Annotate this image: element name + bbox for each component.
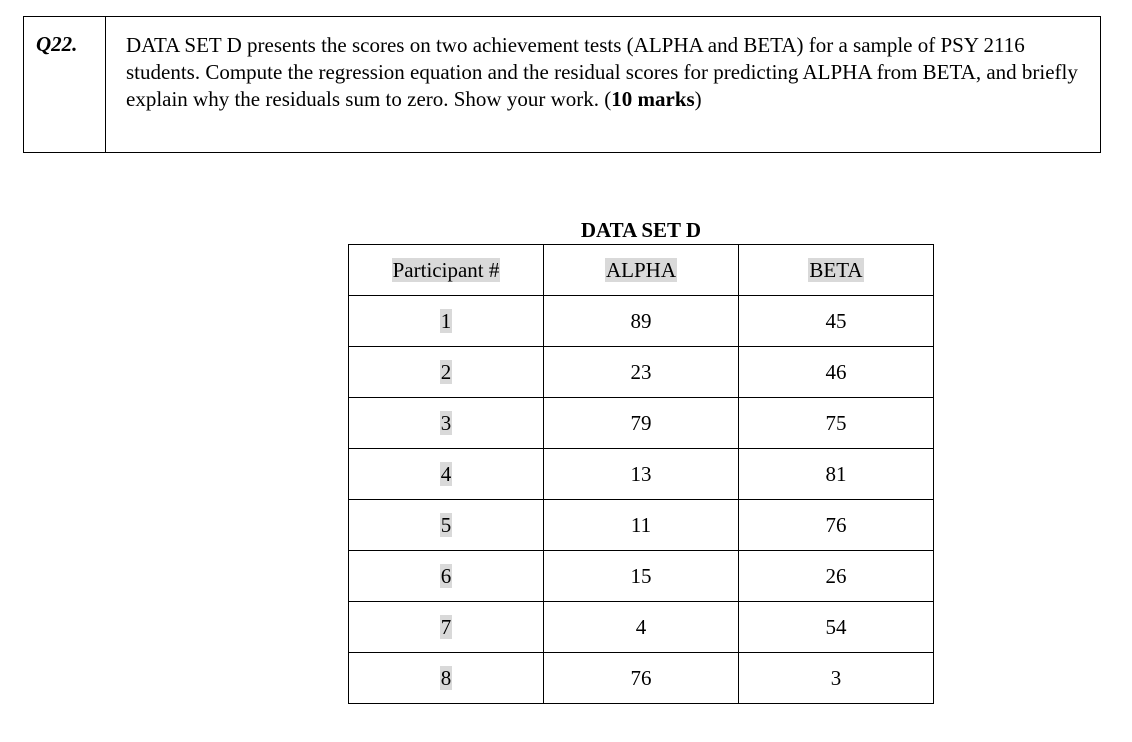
participant-number: 6 [440,563,452,588]
header-beta-label: BETA [809,257,863,282]
question-text [106,17,1100,152]
table-row [349,653,934,704]
alpha-cell: 4 [544,602,739,653]
table-body [349,296,934,704]
table-row [349,449,934,500]
question-text-main: DATA SET D presents the scores on two achievement tests (ALPHA and BETA) for a sample of PSY 2116 students. Compute the regression equation and the residual scores for predicting ALPHA from BETA, and briefly explain why the residuals sum to zero. Show your work. ( [126,33,1078,111]
alpha-cell: 13 [544,449,739,500]
table-row [349,398,934,449]
table-row [349,500,934,551]
question-text-end: ) [694,87,702,111]
alpha-cell: 79 [544,398,739,449]
alpha-cell: 89 [544,296,739,347]
question-marks: 10 marks [611,87,695,111]
beta-cell: 75 [739,398,934,449]
participant-cell [349,398,544,449]
header-participant [349,245,544,296]
beta-cell: 76 [739,500,934,551]
question-number: Q22. [24,17,106,152]
header-alpha-label: ALPHA [605,257,676,282]
question-box [23,16,1101,153]
participant-number: 1 [440,308,452,333]
participant-cell [349,500,544,551]
participant-number: 2 [440,359,452,384]
header-participant-label: Participant # [392,257,500,282]
table-title: DATA SET D [580,218,702,242]
participant-cell [349,449,544,500]
beta-cell: 81 [739,449,934,500]
header-alpha [544,245,739,296]
participant-cell [349,551,544,602]
beta-cell: 26 [739,551,934,602]
participant-cell [349,653,544,704]
participant-number: 5 [440,512,452,537]
beta-cell: 45 [739,296,934,347]
alpha-cell: 11 [544,500,739,551]
alpha-cell: 23 [544,347,739,398]
table-row [349,347,934,398]
header-beta [739,245,934,296]
beta-cell: 3 [739,653,934,704]
table-row [349,602,934,653]
beta-cell: 46 [739,347,934,398]
participant-cell [349,347,544,398]
alpha-cell: 76 [544,653,739,704]
table-row [349,551,934,602]
beta-cell: 54 [739,602,934,653]
participant-number: 8 [440,665,452,690]
table-header-row [349,245,934,296]
participant-cell [349,602,544,653]
participant-number: 7 [440,614,452,639]
data-table [348,244,934,704]
participant-number: 3 [440,410,452,435]
participant-number: 4 [440,461,452,486]
alpha-cell: 15 [544,551,739,602]
participant-cell [349,296,544,347]
table-row [349,296,934,347]
